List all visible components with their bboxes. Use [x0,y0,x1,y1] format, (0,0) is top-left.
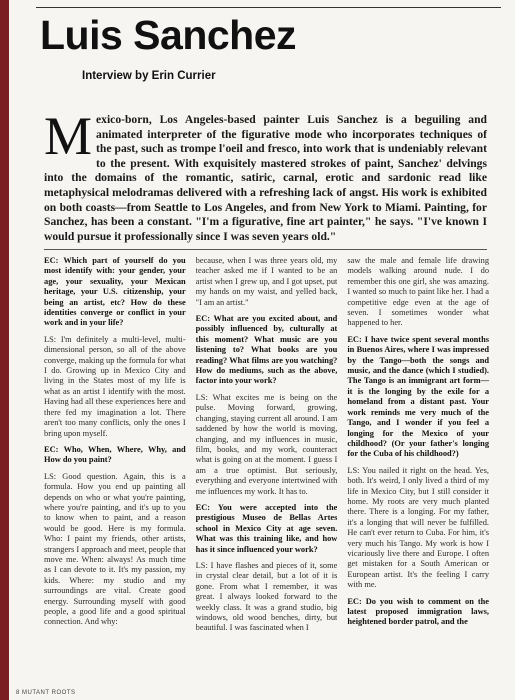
interview-columns [44,256,489,684]
page-folio: 8 MUTANT ROOTS [16,690,76,696]
interview-question: EC: You were accepted into the prestigious Museo de Bellas Artes school in Mexico City at age seven. What was this training like, and how has it since influenced your work? [195,502,338,554]
interview-answer: saw the male and female life drawing models walking around nude. I do remember this one girl, she was amazing. I wanted so much to paint like her. I had a competitive edge even at the age of seven. I sometimes wonder what happened to her. [347,256,490,328]
interview-answer: LS: What excites me is being on the pulse. Moving forward, growing, changing, staying current all around. I am saddened by how the world is moving, changing, and my influences in music, film, books, and my work, counteract what is going on at the moment. I guess I am a true optimist. But seriously, everything and everyone intertwined with me influences my work. It has to. [195,392,338,496]
interview-question: EC: Who, When, Where, Why, and How do you paint? [44,444,186,465]
interview-answer: LS: You nailed it right on the head. Yes, both. It's weird, I only lived a third of my life in Mexico City, but I still consider it home. My roots are very much planted there. There is a longing. For my father, it's a longing that will never be fulfilled. He can't ever return to Cuba. For him, it's very much his Tango. My work is how I vicariously live there and Europe. I often get mistaken for a South American or European artist. It's the feeling I carry with me. [347,465,490,590]
byline: Interview by Erin Currier [82,70,216,82]
drop-cap: M [44,106,93,166]
interview-question: EC: I have twice spent several months in Buenos Aires, where I was impressed by the Tango—both the songs and music, and the dance (which I studied). The Tango is an immigrant art form—it is the longing by the exile for a homeland from a distant past. Your work reminds me very much of the Tango, and I wonder if you feel a longing for the Mexico of your childhood? (Or your father's longing for the Cuba of his childhood?) [347,334,490,459]
interview-answer: LS: I have flashes and pieces of it, some in crystal clear detail, but a lot of it is gone. From what I remember, it was great. I always looked forward to the weekly class. It was a grand studio, big windows, old wood benches, dirty, but beautiful. I was fascinated when I [195,560,338,633]
intro-text: exico-born, Los Angeles-based painter Luis Sanchez is a beguiling and animated interpreter of the figurative mode who incorporates techniques of the past, such as trompe l'oeil and fresco, into work that is undeniably relevant to the present. With exquisitely mastered strokes of paint, Sanchez' delvings into the domains of the romantic, satiric, carnal, erotic and sardonic read like metaphysical melodramas delivered with a refreshing lack of angst. His work is exhibited on both coasts—from Seattle to Los Angeles, and from New York to Miami. Painting, for Sanchez, has been a constant. "I'm a figurative, fine art painter," he says. "I've known I would pursue it professionally since I was seven years old." [44,113,487,243]
interview-question: EC: What are you excited about, and possibly influenced by, culturally at this moment? What music are you listening to? What books are you reading? What films are you watching? How do mediums, such as the above, factor into your work? [195,314,338,386]
section-rule [44,249,487,250]
column-2 [196,256,338,684]
interview-answer: LS: Good question. Again, this is a formula. How you end up painting all depends on who or what you're painting, where you're painting, and it's up to you to know when to paint, and a reason would be good. Here is my formula. Who: I paint my friends, other artists, strangers I approach and meet, people that move me. When: always! As much time as I can devote to it. It's my passion, my kids. Where: my studio and my surroundings are vital. Create good energy. Surrounding myself with good people, a good life and a good spiritual connection. And why: [44,471,186,627]
page-edge-stripe [0,0,9,700]
top-rule [36,7,501,8]
intro-paragraph [44,106,487,244]
interview-answer: LS: I'm definitely a multi-level, multi-dimensional person, so all of the above converge, making up the formula for what I do. Growing up in Mexico City and living in the States most of my life is what as an artist I identify with the most. Having had all these experiences here and there fed my imagination a lot. There aren't too many conflicts, only the ones I bring upon myself. [44,334,186,438]
column-1 [44,256,186,684]
interview-question: EC: Which part of yourself do you most identify with: your gender, your age, your sexuality, your Mexican heritage, your U.S. citizenship, your being an artist, etc? How do these identities converge or conflict in your work and in your life? [44,256,186,328]
article-title: Luis Sanchez [40,12,297,58]
interview-question: EC: Do you wish to comment on the latest proposed immigration laws, heightened border patrol, and the [347,596,490,627]
interview-answer: because, when I was three years old, my teacher asked me if I wanted to be an artist when I grew up, and I got upset, put my hands on my waist, and yelled back, "I am an artist." [195,256,338,307]
column-3 [347,256,489,684]
